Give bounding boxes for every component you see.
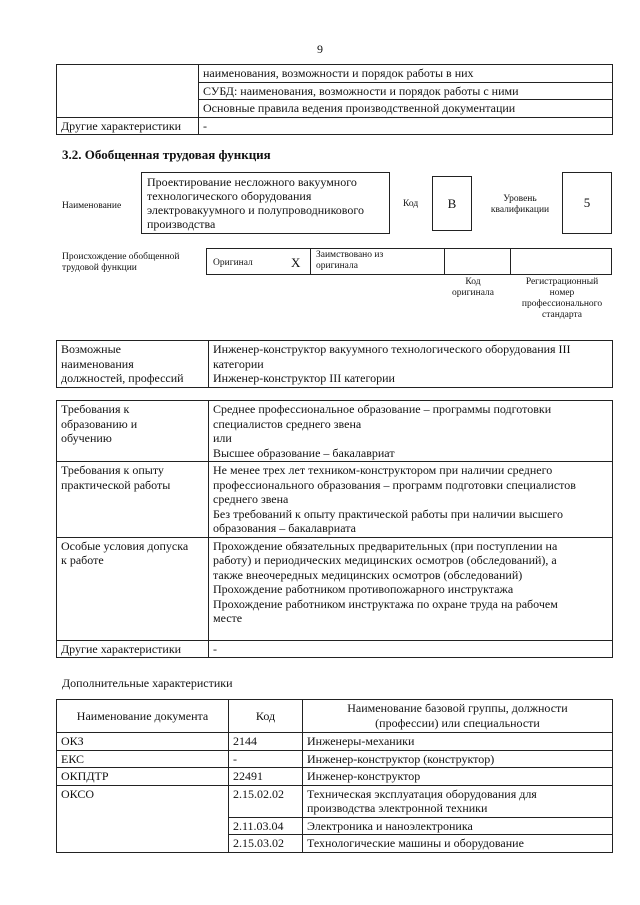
- req-value-line: специалистов среднего звена: [213, 416, 362, 431]
- name-label: Наименование: [62, 201, 122, 211]
- education-value: [209, 401, 613, 462]
- req-label-line: Особые условия допуска: [61, 538, 189, 553]
- table-row-code: 22491: [229, 768, 303, 786]
- okso-name-line: Техническая эксплуатация оборудования для: [307, 786, 537, 801]
- top-table-empty-cell: [57, 65, 199, 118]
- level-label-line: Уровень: [503, 194, 537, 204]
- okso-name: Технологические машины и оборудование: [303, 835, 613, 853]
- origin-divider: [444, 248, 445, 275]
- okso-label: ОКСО: [57, 785, 229, 852]
- level-label-line: квалификации: [490, 205, 550, 215]
- function-name-line: электровакуумного и полупроводникового: [147, 203, 364, 217]
- okso-code: 2.15.03.02: [229, 835, 303, 853]
- reg-number-line: стандарта: [542, 310, 582, 320]
- borrowed-label-line: Заимствовано из: [316, 250, 384, 260]
- req-value-line: профессионального образования – программ подготовки специалистов: [213, 477, 576, 492]
- borrowed-label-line: оригинала: [316, 261, 358, 271]
- positions-value-line: Инженер-конструктор III категории: [213, 371, 395, 385]
- positions-value: [209, 341, 613, 388]
- okso-name: Электроника и наноэлектроника: [303, 817, 613, 835]
- req-value-line: Прохождение обязательных предварительных (при поступлении на: [213, 538, 558, 553]
- top-table-row: наименования, возможности и порядок работы в них: [199, 65, 613, 83]
- req-label-line: образованию и: [61, 416, 138, 431]
- req-value-line: Прохождение работником противопожарного инструктажа: [213, 582, 514, 596]
- header-name: [303, 700, 613, 733]
- req-value-line: среднего звена: [213, 492, 289, 506]
- table-row-doc: ОКПДТР: [57, 768, 229, 786]
- okso-code: 2.15.02.02: [229, 785, 303, 817]
- req-value-line: Прохождение работником инструктажа по охране труда на рабочем: [213, 596, 558, 611]
- additional-title: Дополнительные характеристики: [62, 676, 233, 690]
- req-label-line: к работе: [61, 553, 104, 567]
- req-value-line: или: [213, 431, 232, 445]
- education-label: [57, 401, 209, 462]
- positions-table: [56, 340, 613, 388]
- code-original-line: оригинала: [452, 288, 494, 298]
- top-table-row: Основные правила ведения производственной документации: [199, 100, 613, 118]
- function-name-line: технологического оборудования: [147, 189, 312, 203]
- other-characteristics-value: -: [209, 640, 613, 658]
- table-row-doc: ОКЗ: [57, 733, 229, 751]
- okso-name-line: производства электронной техники: [307, 801, 488, 815]
- reg-number-line: номер: [549, 288, 575, 298]
- req-label-line: Требования к опыту: [61, 463, 164, 477]
- code-original-line: Код: [465, 277, 481, 287]
- top-other-value: -: [199, 117, 613, 135]
- origin-box: [206, 248, 612, 275]
- positions-label-line: наименования: [61, 356, 134, 371]
- function-name-line: производства: [147, 217, 216, 231]
- req-value-line: также внеочередных медицинских осмотров (обследований): [213, 567, 523, 582]
- top-table: [56, 64, 613, 135]
- origin-label: [62, 252, 180, 274]
- req-label-line: обучению: [61, 431, 112, 445]
- origin-divider: [310, 248, 311, 275]
- req-value-line: Высшее образование – бакалавриат: [213, 445, 395, 460]
- level-label: [478, 194, 562, 216]
- table-row-name: Инженеры-механики: [303, 733, 613, 751]
- top-table-row: СУБД: наименования, возможности и порядок работы с ними: [199, 82, 613, 100]
- okso-code: 2.11.03.04: [229, 817, 303, 835]
- positions-value-line: категории: [213, 356, 264, 371]
- original-mark: X: [291, 255, 301, 270]
- table-row-code: 2144: [229, 733, 303, 751]
- okso-name: [303, 785, 613, 817]
- experience-value: [209, 462, 613, 538]
- table-row-doc: ЕКС: [57, 750, 229, 768]
- original-label: Оригинал: [213, 258, 253, 268]
- positions-label: [57, 341, 209, 388]
- req-value-line: Среднее профессиональное образование – программы подготовки: [213, 402, 552, 416]
- req-value-line: образования – бакалавриата: [213, 521, 356, 535]
- positions-label-line: Возможные: [61, 342, 121, 356]
- origin-divider: [510, 248, 511, 275]
- level-value-box: 5: [562, 172, 612, 234]
- special-conditions-value: [209, 537, 613, 640]
- table-row-code: -: [229, 750, 303, 768]
- experience-label: [57, 462, 209, 538]
- reg-number-line: профессионального: [521, 299, 603, 309]
- origin-label-line: Происхождение обобщенной: [62, 252, 180, 262]
- code-value-box: B: [432, 176, 472, 231]
- header-name-line: (профессии) или специальности: [375, 715, 540, 730]
- table-row-name: Инженер-конструктор (конструктор): [303, 750, 613, 768]
- table-row-name: Инженер-конструктор: [303, 768, 613, 786]
- reg-number-label: [512, 277, 612, 321]
- other-characteristics-label: Другие характеристики: [57, 640, 209, 658]
- positions-label-line: должностей, профессий: [61, 371, 184, 385]
- req-value-line: месте: [213, 611, 243, 625]
- function-name-box: [141, 172, 390, 234]
- req-value-line: Без требований к опыту практической работы при наличии высшего: [213, 506, 563, 521]
- positions-value-line: Инженер-конструктор вакуумного технологического оборудования III: [213, 342, 571, 356]
- req-label-line: практической работы: [61, 477, 171, 492]
- requirements-table: [56, 400, 613, 658]
- header-code: Код: [229, 700, 303, 733]
- code-original-label: [438, 277, 508, 299]
- additional-table: [56, 699, 613, 853]
- top-other-label: Другие характеристики: [57, 117, 199, 135]
- borrowed-label: [316, 250, 383, 272]
- req-value-line: работу) и периодических медицинских осмотров (обследований), а: [213, 553, 557, 567]
- special-conditions-label: [57, 537, 209, 640]
- req-value-line: Не менее трех лет техником-конструктором при наличии среднего: [213, 463, 553, 477]
- header-name-line: Наименование базовой группы, должности: [347, 701, 568, 715]
- function-name-line: Проектирование несложного вакуумного: [147, 175, 357, 189]
- header-doc: Наименование документа: [57, 700, 229, 733]
- reg-number-line: Регистрационный: [525, 277, 599, 287]
- origin-label-line: трудовой функции: [62, 263, 137, 273]
- section-title: 3.2. Обобщенная трудовая функция: [62, 147, 271, 162]
- req-label-line: Требования к: [61, 402, 130, 416]
- page-number: 9: [317, 42, 323, 56]
- code-label: Код: [403, 199, 419, 209]
